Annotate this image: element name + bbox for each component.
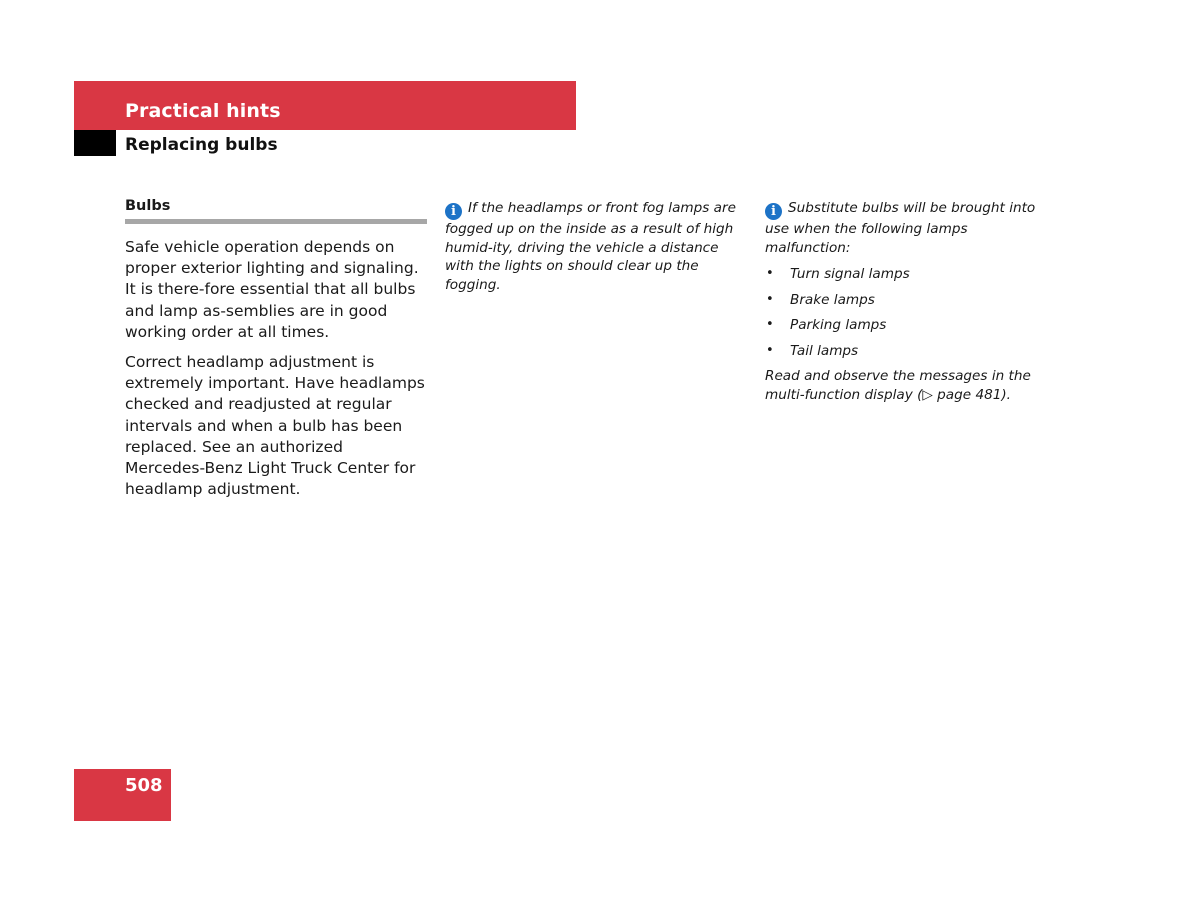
column-substitute-bulbs xyxy=(765,196,1055,404)
fogging-note xyxy=(445,199,750,294)
list-item-text: Brake lamps xyxy=(790,291,875,308)
section-title: Practical hints xyxy=(125,100,281,122)
section-marker-tab xyxy=(74,130,116,156)
list-item-text: Tail lamps xyxy=(790,342,859,359)
list-item xyxy=(765,291,1055,310)
substitute-bulbs-note xyxy=(765,199,1055,257)
list-item xyxy=(765,265,1055,284)
column-bulbs xyxy=(125,196,427,509)
bullet: • xyxy=(766,291,774,307)
paragraph-lighting: Safe vehicle operation depends on proper exterior lighting and signaling. It is there-fore essential that all bulbs and lamp as-semblies are in good working order at all times. xyxy=(125,238,419,341)
bullet: • xyxy=(766,317,774,333)
bulbs-heading: Bulbs xyxy=(125,198,171,214)
list-item-text: Turn signal lamps xyxy=(790,266,910,283)
info-icon: i xyxy=(765,203,782,220)
subsection-title: Replacing bulbs xyxy=(125,135,278,155)
list-item-text: Parking lamps xyxy=(790,317,887,334)
paragraph-headlamp-adjustment: Correct headlamp adjustment is extremely important. Have headlamps checked and readjusted at regular intervals and when a bulb has been replaced. See an authorized Mercedes-Benz Light Truck Center for headlamp adjustment. xyxy=(125,353,425,499)
bullet: • xyxy=(766,342,774,358)
fogging-note-text: If the headlamps or front fog lamps are fogged up on the inside as a result of high humid-ity, driving the vehicle a distance with the lights on should clear up the fogging. xyxy=(445,200,736,293)
info-icon: i xyxy=(445,203,462,220)
list-item xyxy=(765,316,1055,335)
list-item xyxy=(765,342,1055,361)
heading-rule xyxy=(125,219,427,224)
lamp-list xyxy=(765,265,1055,360)
page-number: 508 xyxy=(125,775,163,796)
multifunction-display-note: Read and observe the messages in the multi-function display (▷ page 481). xyxy=(765,368,1031,403)
column-fogging-note xyxy=(445,196,750,294)
bullet: • xyxy=(766,266,774,282)
substitute-bulbs-intro: Substitute bulbs will be brought into use when the following lamps malfunction: xyxy=(765,200,1036,256)
